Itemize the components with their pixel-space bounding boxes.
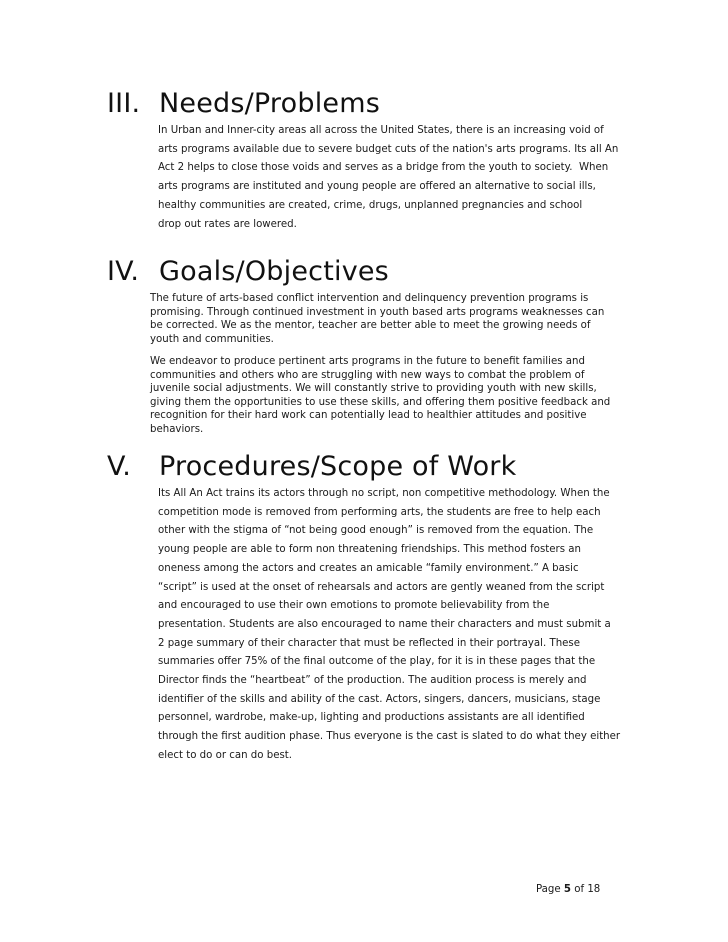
page-label: Page: [536, 884, 561, 895]
section-numeral: III.: [107, 88, 141, 119]
section-paragraph: Its All An Act trains its actors through no script, non competitive methodology. When the competition mode is removed from performing arts, the students are free to help each other with the stigma of “not being good enough” is removed from the equation. The young people are able to form non threatening friendships. This method fosters an oneness among the actors and creates an amicable “family environment.” A basic “script” is used at the onset of rehearsals and actors are gently weaned from the script and encouraged to use their own emotions to promote believability from the presentation. Students are also encouraged to name their characters and must submit a 2 page summary of their character that must be reflected in their portrayal. These summaries offer 75% of the final outcome of the play, for it is in these pages that the Director finds the “heartbeat” of the production. The audition process is merely and identifier of the skills and ability of the cast. Actors, singers, dancers, musicians, stage personnel, wardrobe, make-up, lighting and productions assistants are all identified through the first audition phase. Thus everyone is the cast is slated to do what they either elect to do or can do best.: [158, 488, 621, 761]
section-heading: [107, 88, 380, 120]
section-paragraph: We endeavor to produce pertinent arts programs in the future to benefit families and communities and others who are struggling with new ways to combat the problem of juvenile social adjustments. We will constantly strive to providing youth with new skills, giving them the opportunities to use these skills, and offering them positive feedback and recognition for their hard work can potentially lead to healthier attitudes and positive behaviors.: [150, 356, 611, 435]
section-paragraph: In Urban and Inner-city areas all across the United States, there is an increasing void of arts programs available due to severe budget cuts of the nation's arts programs. Its all An Act 2 helps to close those voids and serves as a bridge from the youth to society. When arts programs are instituted and young people are offered an alternative to social ills, healthy communities are created, crime, drugs, unplanned pregnancies and school drop out rates are lowered.: [158, 125, 619, 230]
section-numeral: IV.: [107, 256, 140, 287]
section-heading: [107, 451, 516, 483]
section-title: Procedures/Scope of Work: [159, 451, 517, 482]
section-title: Goals/Objectives: [159, 256, 389, 287]
section-numeral: V.: [107, 451, 131, 482]
section-paragraph: The future of arts-based conflict intervention and delinquency prevention programs is promising. Through continued investment in youth based arts programs weaknesses can be corrected. We as the mentor, teacher are better able to meet the growing needs of youth and communities.: [150, 293, 605, 345]
page-footer: [536, 884, 600, 895]
section-heading: [107, 256, 389, 288]
page-total: of 18: [574, 884, 601, 895]
page-number: 5: [563, 884, 572, 895]
section-title: Needs/Problems: [159, 88, 380, 119]
